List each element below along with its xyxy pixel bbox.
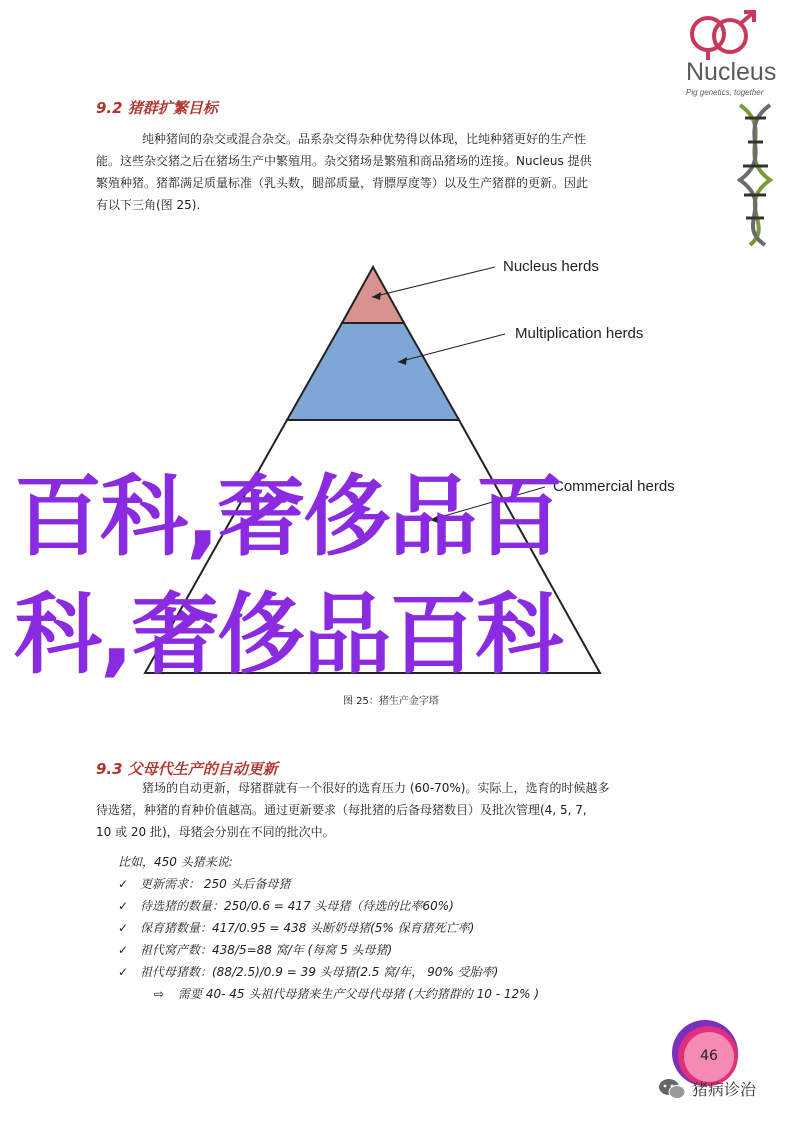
nucleus-logo xyxy=(670,10,790,100)
account-name: 猪病诊治 xyxy=(692,1080,757,1099)
list-item: ✓ 更新需求： 250 头后备母猪 xyxy=(118,873,678,895)
pyramid-multiplication-tier xyxy=(287,323,459,420)
gender-symbols-icon xyxy=(670,10,780,60)
watermark-overlay-line2: 科,奢侈品百科 xyxy=(14,583,562,686)
checkmark-icon: ✓ xyxy=(118,877,129,891)
wechat-icon xyxy=(658,1078,686,1100)
watermark-overlay-line1: 百科,奢侈品百 xyxy=(14,465,562,568)
paragraph-line: 繁殖种猪。猪都满足质量标准（乳头数，腿部质量，背膘厚度等）以及生产猪群的更新。因此 xyxy=(96,176,589,190)
page-number: 46 xyxy=(700,1048,718,1064)
arrow-right-icon: ⇨ xyxy=(154,987,165,1001)
section-9-2-title: 9.2 猪群扩繁目标 xyxy=(96,99,218,117)
paragraph-line: 猪场的自动更新，母猪群就有一个很好的选育压力 (60-70%)。实际上，选育的时候越多 xyxy=(142,781,610,795)
logo-name: Nucleus xyxy=(686,58,777,86)
list-item: ✓ 保育猪数量：417/0.95 = 438 头断奶母猪(5% 保育猪死亡率) xyxy=(118,917,678,939)
example-intro: 比如，450 头猪来说: xyxy=(118,855,233,869)
paragraph-line: 能。这些杂交猪之后在猪场生产中繁殖用。杂交猪场是繁殖和商品猪场的连接。Nucleus 提供 xyxy=(96,154,592,168)
figure-caption: 图 25：猪生产金字塔 xyxy=(343,696,439,707)
list-item: ✓ 祖代窝产数：438/5=88 窝/年 (每窝 5 头母猪) xyxy=(118,939,678,961)
logo-tagline: Pig genetics, together xyxy=(686,88,764,97)
example-list xyxy=(118,851,678,1005)
multiplication-herds-label: Multiplication herds xyxy=(515,325,644,342)
commercial-herds-label: Commercial herds xyxy=(553,478,675,495)
list-item-arrow: ⇨ 需要 40- 45 头祖代母猪来生产父母代母猪 (大约猪群的 10 - 12% ) xyxy=(118,983,678,1005)
section-9-3-title: 9.3 父母代生产的自动更新 xyxy=(96,760,278,778)
pyramid-nucleus-tier xyxy=(342,267,404,323)
watermark-account xyxy=(658,1077,756,1100)
checkmark-icon: ✓ xyxy=(118,921,129,935)
nucleus-herds-label: Nucleus herds xyxy=(503,258,599,275)
section-9-3-paragraph xyxy=(96,777,706,843)
dna-helix-icon xyxy=(730,100,780,250)
list-item: ✓ 祖代母猪数：(88/2.5)/0.9 = 39 头母猪(2.5 窝/年， 90% 受胎率) xyxy=(118,961,678,983)
checkmark-icon: ✓ xyxy=(118,965,129,979)
paragraph-line: 10 或 20 批)，母猪会分别在不同的批次中。 xyxy=(96,825,335,839)
paragraph-line: 纯种猪间的杂交或混合杂交。品系杂交得杂种优势得以体现，比纯种猪更好的生产性 xyxy=(142,132,587,146)
paragraph-line: 待选猪，种猪的育种价值越高。通过更新要求（每批猪的后备母猪数目）及批次管理(4, 5, 7, xyxy=(96,803,587,817)
checkmark-icon: ✓ xyxy=(118,899,129,913)
list-item: ✓ 待选猪的数量：250/0.6 = 417 头母猪（待选的比率60%) xyxy=(118,895,678,917)
checkmark-icon: ✓ xyxy=(118,943,129,957)
section-9-2-paragraph xyxy=(96,128,706,216)
paragraph-line: 有以下三角(图 25). xyxy=(96,198,201,212)
